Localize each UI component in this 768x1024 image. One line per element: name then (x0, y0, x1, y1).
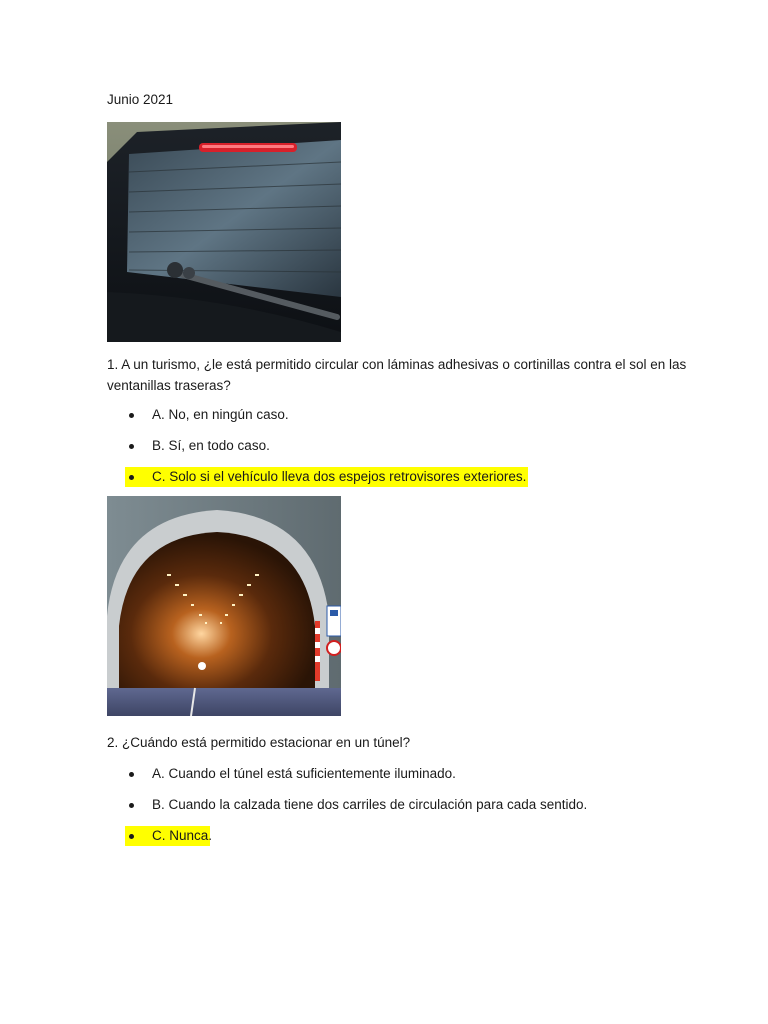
document-date: Junio 2021 (107, 92, 174, 107)
bullet-icon (129, 444, 134, 449)
question-1-text: 1. A un turismo, ¿le está permitido circular con láminas adhesivas o cortinillas contra el sol en las ventanillas traseras? (107, 357, 687, 393)
question-2-text: 2. ¿Cuándo está permitido estacionar en un túnel? (107, 735, 411, 750)
option-text: A. No, en ningún caso. (152, 407, 289, 422)
bullet-icon (129, 413, 134, 418)
option-text: A. Cuando el túnel está suficientemente iluminado. (152, 766, 456, 781)
rear-window-photo (107, 122, 341, 342)
option-text-highlighted: C. Nunca. (152, 828, 213, 843)
bullet-icon (129, 834, 134, 839)
option-text-highlighted: C. Solo si el vehículo lleva dos espejos retrovisores exteriores. (152, 469, 527, 484)
tunnel-photo (107, 496, 341, 716)
option-text: B. Sí, en todo caso. (152, 438, 270, 453)
bullet-icon (129, 772, 134, 777)
bullet-icon (129, 475, 134, 480)
option-text: B. Cuando la calzada tiene dos carriles de circulación para cada sentido. (152, 797, 588, 812)
bullet-icon (129, 803, 134, 808)
